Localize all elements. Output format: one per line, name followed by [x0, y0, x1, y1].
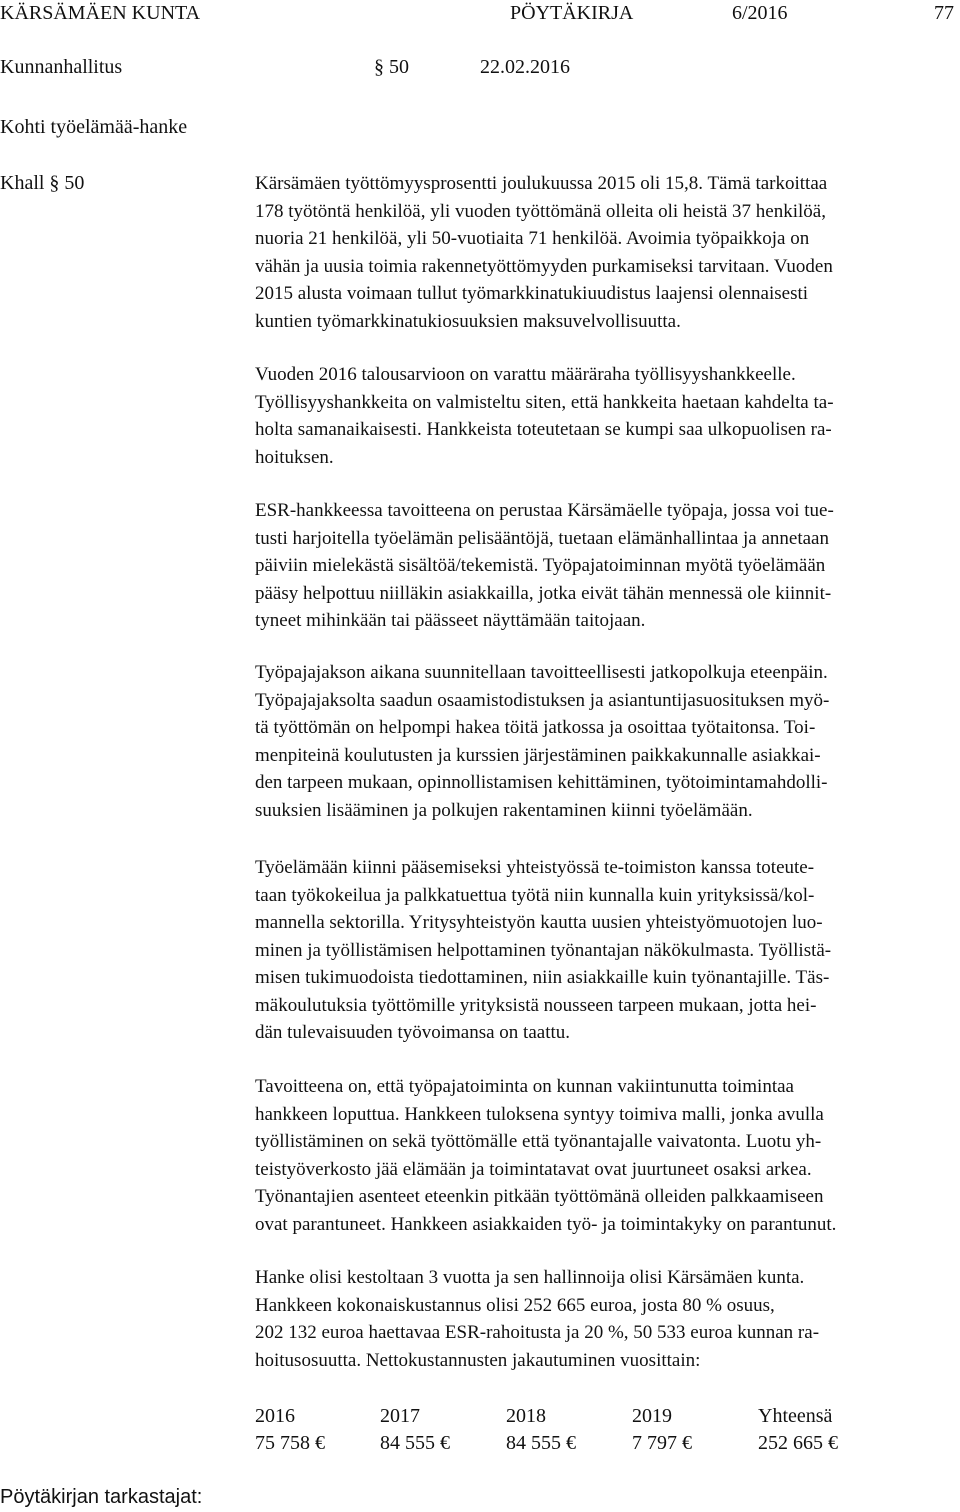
cost-table-header: 2017 — [380, 1405, 420, 1427]
document-number: 6/2016 — [732, 2, 788, 24]
item-title: Kohti työelämää-hanke — [0, 116, 188, 138]
paragraph-line: 178 työtöntä henkilöä, yli vuoden työttömänä olleita oli heistä 37 henkilöä, — [255, 200, 826, 222]
paragraph-line: dän tulevaisuuden työvoimansa on taattu. — [255, 1022, 571, 1043]
paragraph — [255, 497, 960, 635]
paragraph-line: taan työkokeilua ja palkkatuettua työtä niin kunnalla kuin yrityksissä/kol- — [255, 884, 815, 906]
municipality-name: KÄRSÄMÄEN KUNTA — [0, 2, 201, 24]
paragraph — [255, 854, 960, 1047]
paragraph-line: ESR-hankkeessa tavoitteena on perustaa Kärsämäelle työpaja, jossa voi tue- — [255, 500, 834, 521]
paragraph-line: työllistäminen on sekä työttömälle että työnantajalle vaivatonta. Luotu yh- — [255, 1131, 822, 1152]
paragraph-line: Työnantajien asenteet eteenkin pitkään työttömänä olleiden palkkaamiseen — [255, 1186, 824, 1207]
section-number: § 50 — [374, 56, 409, 78]
paragraph-line: nuoria 21 henkilöä, yli 50-vuotiaita 71 henkilöä. Avoimia työpaikkoja on — [255, 228, 810, 249]
paragraph — [255, 170, 960, 335]
paragraph-line: Työpajajaksolta saadun osaamistodistuksen ja asiantuntijasuosituksen myö- — [255, 689, 830, 711]
paragraph-line: tä työttömän on helpompi hakea töitä jatkossa ja osoittaa työtaitonsa. Toi- — [255, 717, 816, 738]
paragraph-line: ovat parantuneet. Hankkeen asiakkaiden työ- ja toimintakyky on parantunut. — [255, 1213, 837, 1235]
paragraph — [255, 361, 960, 471]
cost-table-value: 84 555 € — [380, 1432, 450, 1454]
paragraph-line: vähän ja uusia toimia rakennetyöttömyyden purkamiseksi tarvitaan. Vuoden — [255, 255, 833, 277]
paragraph-line: menpiteinä koulutusten ja kurssien järjestäminen paikkakunnalle asiakkai- — [255, 744, 821, 766]
cost-table-value: 7 797 € — [632, 1432, 692, 1454]
paragraph — [255, 1073, 960, 1238]
cost-table-header: 2018 — [506, 1405, 546, 1427]
cost-table-value: 252 665 € — [758, 1432, 838, 1454]
paragraph-line: hoitusosuutta. Nettokustannusten jakautuminen vuosittain: — [255, 1349, 701, 1371]
paragraph-line: suuksien lisääminen ja polkujen rakentaminen kiinni työelämään. — [255, 799, 753, 821]
paragraph-line: teistyöverkosto jää elämään ja toimintatavat ovat juurtuneet osaksi arkea. — [255, 1158, 812, 1180]
paragraph-line: mannella sektorilla. Yritysyhteistyön kautta uusien yhteistyömuotojen luo- — [255, 912, 823, 933]
cost-table-value: 75 758 € — [255, 1432, 325, 1454]
item-reference: Khall § 50 — [0, 172, 85, 194]
board-name: Kunnanhallitus — [0, 56, 123, 78]
cost-table-header: 2019 — [632, 1405, 672, 1427]
meeting-date: 22.02.2016 — [480, 56, 570, 78]
minutes-inspectors-label: Pöytäkirjan tarkastajat: — [0, 1486, 203, 1508]
paragraph-line: päiviin mielekästä sisältöä/tekemistä. Työpajatoiminnan myötä työelämään — [255, 555, 826, 576]
paragraph-line: Työllisyyshankkeita on valmisteltu siten, että hankkeita haetaan kahdelta ta- — [255, 391, 834, 413]
paragraph-line: hoituksen. — [255, 446, 334, 468]
paragraph-line: hankkeen loputtua. Hankkeen tuloksena syntyy toimiva malli, jonka avulla — [255, 1103, 824, 1125]
paragraph-line: tyneet mihinkään tai päässeet näyttämään taitojaan. — [255, 610, 646, 631]
paragraph-line: mäkoulutuksia työttömille yrityksistä nousseen tarpeen mukaan, jotta hei- — [255, 994, 817, 1016]
cost-table-header: 2016 — [255, 1405, 295, 1427]
paragraph-line: holta samanaikaisesti. Hankkeista toteutetaan se kumpi saa ulkopuolisen ra- — [255, 419, 832, 440]
paragraph — [255, 659, 960, 824]
paragraph-line: tusti harjoitella työelämän pelisääntöjä, tuetaan elämänhallintaa ja annetaan — [255, 527, 829, 549]
paragraph-line: kuntien työmarkkinatukiosuuksien maksuvelvollisuutta. — [255, 310, 681, 332]
paragraph — [255, 1264, 960, 1374]
paragraph-line: den tarpeen mukaan, opinnollistamisen kehittäminen, työtoimintamahdolli- — [255, 772, 828, 793]
document-type: PÖYTÄKIRJA — [510, 2, 634, 24]
paragraph-line: pääsy helpottuu niilläkin asiakkailla, jotka eivät tähän mennessä ole kiinnit- — [255, 582, 832, 604]
paragraph-line: Vuoden 2016 talousarvioon on varattu määräraha työllisyyshankkeelle. — [255, 364, 796, 385]
paragraph-line: 2015 alusta voimaan tullut työmarkkinatukiuudistus laajensi olennaisesti — [255, 283, 809, 304]
paragraph-line: Työpajajakson aikana suunnitellaan tavoitteellisesti jatkopolkuja eteenpäin. — [255, 662, 828, 683]
paragraph-line: minen ja työllistämisen helpottaminen työnantajan näkökulmasta. Työllistä- — [255, 939, 832, 961]
paragraph-line: Työelämään kiinni pääsemiseksi yhteistyössä te-toimiston kanssa toteute- — [255, 857, 815, 878]
cost-table-header: Yhteensä — [758, 1405, 833, 1427]
cost-table-value: 84 555 € — [506, 1432, 576, 1454]
page-number: 77 — [934, 2, 954, 24]
paragraph-line: 202 132 euroa haettavaa ESR-rahoitusta ja 20 %, 50 533 euroa kunnan ra- — [255, 1322, 820, 1343]
paragraph-line: Hanke olisi kestoltaan 3 vuotta ja sen hallinnoija olisi Kärsämäen kunta. — [255, 1267, 805, 1288]
paragraph-line: misen tukimuodoista tiedottaminen, niin asiakkaille kuin työnantajille. Täs- — [255, 967, 830, 988]
paragraph-line: Tavoitteena on, että työpajatoiminta on kunnan vakiintunutta toimintaa — [255, 1076, 794, 1097]
paragraph-line: Kärsämäen työttömyysprosentti joulukuussa 2015 oli 15,8. Tämä tarkoittaa — [255, 173, 828, 194]
paragraph-line: Hankkeen kokonaiskustannus olisi 252 665 euroa, josta 80 % osuus, — [255, 1294, 775, 1316]
